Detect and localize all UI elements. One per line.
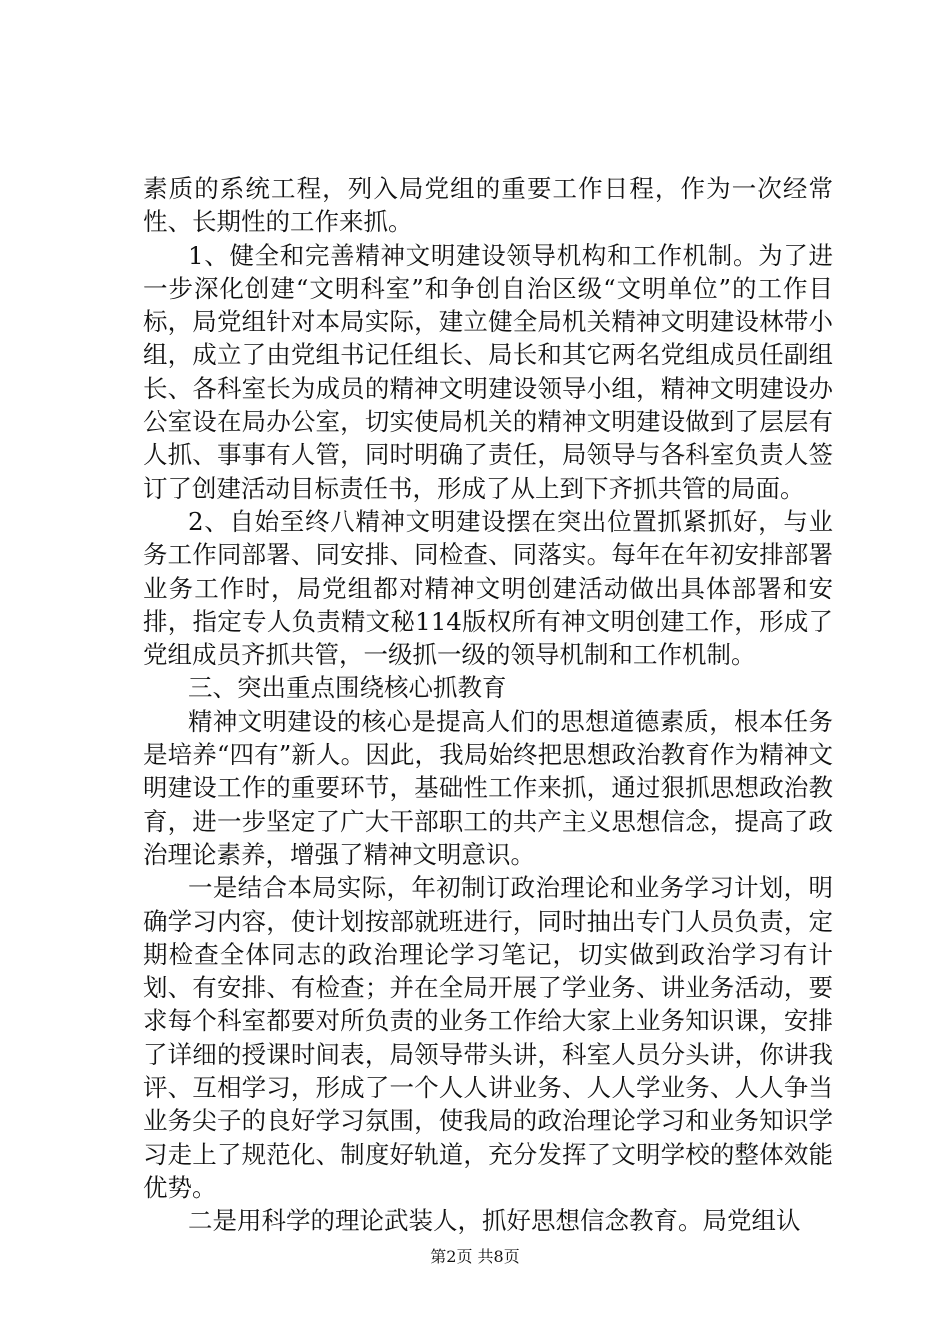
paragraph-2: 1、健全和完善精神文明建设领导机构和工作机制。为了进一步深化创建“文明科室”和争创自治区级“文明单位”的工作目标，局党组针对本局实际，建立健全局机关精神文明建设林带小组，成立了由党组书记任组长、局长和其它两名党组成员任副组长、各科室长为成员的精神文明建设领导小组，精神文明建设办公室设在局办公室，切实使局机关的精神文明建设做到了层层有人抓、事事有人管，同时明确了责任，局领导与各科室负责人签订了创建活动目标责任书，形成了从上到下齐抓共管的局面。 <box>143 240 833 503</box>
document-body <box>143 172 833 1238</box>
paragraph-6: 二是用科学的理论武装人，抓好思想信念教育。局党组认 <box>188 1206 801 1236</box>
paragraph-5: 一是结合本局实际，年初制订政治理论和业务学习计划，明确学习内容，使计划按部就班进行，同时抽出专门人员负责，定期检查全体同志的政治理论学习笔记，切实做到政治学习有计划、有安排、有检查；并在全局开展了学业务、讲业务活动，要求每个科室都要对所负责的业务工作给大家上业务知识课，安排了详细的授课时间表，局领导带头讲，科室人员分头讲，你讲我评、互相学习，形成了一个人人讲业务、人人学业务、人人争当业务尖子的良好学习氛围，使我局的政治理论学习和业务知识学习走上了规范化、制度好轨道，充分发挥了文明学校的整体效能优势。 <box>143 873 833 1202</box>
section-heading: 三、突出重点围绕核心抓教育 <box>188 673 507 703</box>
page-footer: 第2页 共8页 <box>430 1247 520 1266</box>
paragraph-4: 精神文明建设的核心是提高人们的思想道德素质，根本任务是培养“四有”新人。因此，我局始终把思想政治教育作为精神文明建设工作的重要环节，基础性工作来抓，通过狠抓思想政治教育，进一步坚定了广大干部职工的共产主义思想信念，提高了政治理论素养，增强了精神文明意识。 <box>143 706 833 869</box>
paragraph-3: 2、自始至终八精神文明建设摆在突出位置抓紧抓好，与业务工作同部署、同安排、同检查、同落实。每年在年初安排部署业务工作时，局党组都对精神文明创建活动做出具体部署和安排，指定专人负责精文秘114版权所有神文明创建工作，形成了党组成员齐抓共管，一级抓一级的领导机制和工作机制。 <box>143 506 833 670</box>
paragraph-1: 素质的系统工程，列入局党组的重要工作日程，作为一次经常性、长期性的工作来抓。 <box>143 174 833 237</box>
